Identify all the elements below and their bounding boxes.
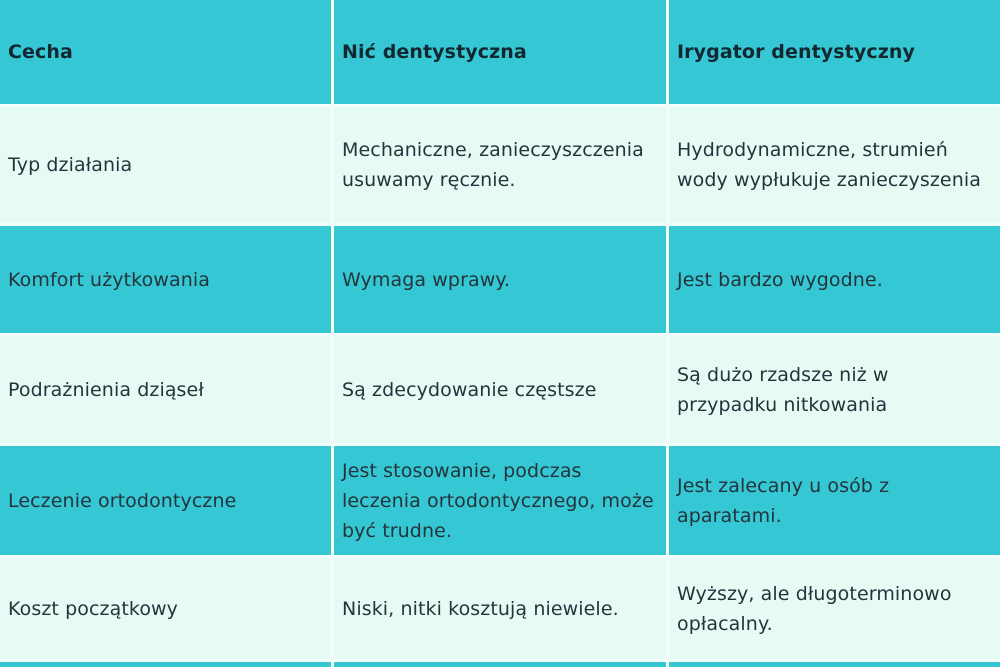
row-typ-dzialania-feature [0,107,331,223]
row-podraznienia-feature [0,336,331,443]
row-typ-dzialania-floss [334,107,666,223]
cell-text: Leczenie ortodontyczne [8,489,237,512]
cell-text: Podrażnienia dziąseł [8,378,204,401]
cell-text: Jest bardzo wygodne. [677,268,883,291]
bottom-strip [669,662,1000,667]
cell-text: Jest zalecany u osób z aparatami. [677,474,890,527]
bottom-strip [0,662,331,667]
cell-text: Wyższy, ale długoterminowo opłacalny. [677,582,952,635]
bottom-strip [334,662,666,667]
row-komfort-floss [334,226,666,333]
cell-text: Komfort użytkowania [8,268,210,291]
cell-text: Niski, nitki kosztują niewiele. [342,597,619,620]
row-podraznienia-floss [334,336,666,443]
row-koszt-feature [0,558,331,659]
row-leczenie-floss [334,446,666,555]
cell-text: Hydrodynamiczne, strumień wody wypłukuje zanieczyszenia [677,139,981,191]
row-leczenie-feature [0,446,331,555]
row-koszt-floss [334,558,666,659]
cell-text: Jest stosowanie, podczas leczenia ortodontycznego, może być trudne. [342,459,654,542]
header-cell-floss [334,0,666,104]
row-koszt-irrigator [669,558,1000,659]
cell-text: Mechaniczne, zanieczyszczenia usuwamy ręcznie. [342,139,644,191]
cell-text: Koszt początkowy [8,597,179,620]
header-label-feature: Cecha [8,41,73,63]
header-cell-irrigator [669,0,1000,104]
cell-text: Są zdecydowanie częstsze [342,378,597,401]
row-komfort-feature [0,226,331,333]
header-label-floss: Nić dentystyczna [342,41,527,63]
cell-text: Są dużo rzadsze niż w przypadku nitkowania [677,363,889,416]
cell-text: Wymaga wprawy. [342,268,511,291]
header-label-irrigator: Irygator dentystyczny [677,41,915,63]
header-cell-feature [0,0,331,104]
row-typ-dzialania-irrigator [669,107,1000,223]
row-leczenie-irrigator [669,446,1000,555]
row-podraznienia-irrigator [669,336,1000,443]
row-komfort-irrigator [669,226,1000,333]
cell-text: Typ działania [8,154,133,176]
